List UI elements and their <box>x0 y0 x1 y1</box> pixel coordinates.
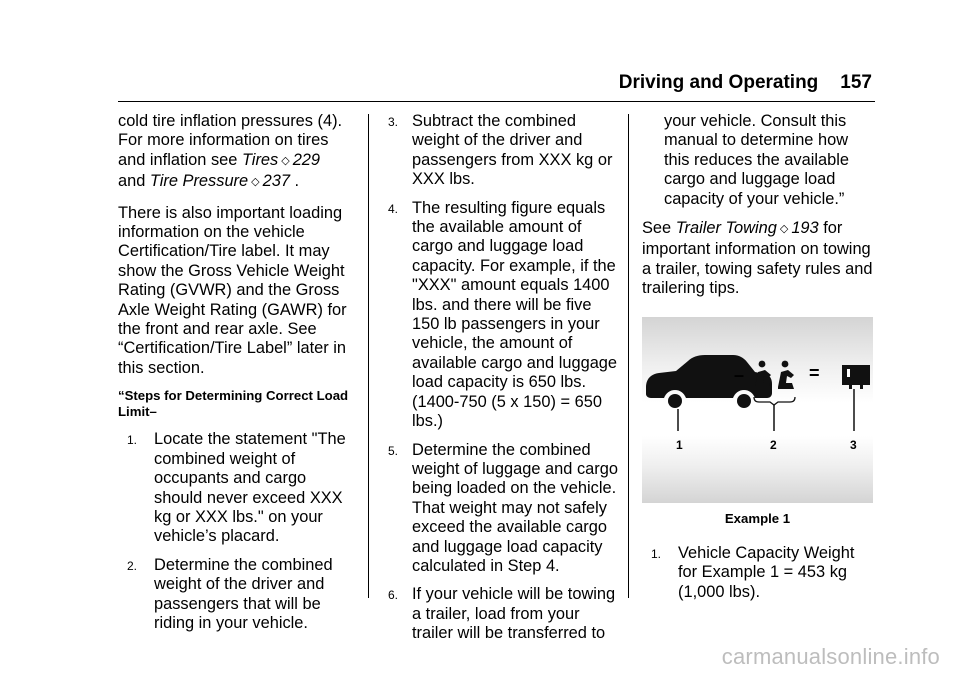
figure-caption: Example 1 <box>724 510 791 526</box>
column-divider <box>368 114 369 598</box>
paragraph-loading-info: There is also important loading information on the vehicle Certification/Tire label. It may show the Gross Vehicle Weight Rating (GVWR) and the Gross Axle Weight Rating (GAWR) for the front and rear axle. See “Certification/Tire Label” later in this section. <box>118 203 347 377</box>
steps-list-1 <box>118 430 358 633</box>
minus-sign: – <box>734 364 745 385</box>
list-item: 1. Vehicle Capacity Weight for Example 1 = 453 kg (1,000 lbs). <box>651 544 855 601</box>
watermark: carmanualsonline.info <box>721 644 940 669</box>
page-number: 157 <box>840 72 872 93</box>
subheading-steps: “Steps for Determining Correct Load Limit– <box>118 388 349 420</box>
paragraph-trailer: See Trailer Towing ◇ 193 for important information on towing a trailer, towing safety rules and trailering tips. <box>642 219 873 298</box>
list-item: 1. Locate the statement "The combined weight of occupants and cargo should never exceed XXX kg or XXX lbs." on your vehicle’s placard. <box>127 430 346 546</box>
arrow-icon: ◇ <box>251 176 260 189</box>
cargo-icon <box>842 365 870 389</box>
list-item: 3. Subtract the combined weight of the driver and passengers from XXX kg or XXX lbs. <box>388 112 613 189</box>
xref-tire-pressure[interactable]: Tire Pressure <box>149 172 249 191</box>
passenger-bracket <box>754 397 795 405</box>
paragraph-continued: your vehicle. Consult this manual to determine how this reduces the available cargo and luggage load capacity of your vehicle.” <box>664 112 849 208</box>
header-rule <box>118 101 875 102</box>
arrow-icon: ◇ <box>281 154 290 167</box>
figure-label-2: 2 <box>770 437 777 452</box>
car-icon <box>646 355 772 408</box>
column-3 <box>642 112 878 611</box>
list-item: 4. The resulting figure equals the available amount of cargo and luggage load capacity. For example, if the "XXX" amount equals 1400 lbs. and there will be five 150 lb passengers in your vehicle, the amount of available cargo and luggage load capacity is 650 lbs. (1400-750 (5 x 150) = 650 lbs.) <box>388 198 618 431</box>
column-1 <box>118 112 358 642</box>
column-2 <box>388 112 620 653</box>
load-example-figure <box>642 317 873 503</box>
xref-trailer-towing[interactable]: Trailer Towing <box>675 219 777 238</box>
paragraph-tires: cold tire inflation pressures (4). For more information on tires and inflation see Tires ◇ 229 and Tire Pressure ◇ 237 . <box>118 112 343 191</box>
load-diagram <box>642 317 873 503</box>
figure-label-3: 3 <box>850 437 857 452</box>
list-item: 2. Determine the combined weight of the driver and passengers that will be riding in your vehicle. <box>127 555 333 632</box>
passenger-icon <box>755 360 794 388</box>
column-divider <box>628 114 629 598</box>
equals-sign: = <box>809 362 820 383</box>
page-header <box>619 72 872 94</box>
steps-list-2 <box>388 112 620 644</box>
xref-trailer-towing-page[interactable]: 193 <box>791 219 819 238</box>
steps-list-3 <box>642 544 878 602</box>
list-item: 6. If your vehicle will be towing a trailer, load from your trailer will be transferred to <box>388 585 616 643</box>
figure-label-1: 1 <box>676 437 683 452</box>
xref-tires[interactable]: Tires <box>241 150 279 169</box>
arrow-icon: ◇ <box>779 223 789 236</box>
section-title: Driving and Operating <box>618 72 819 93</box>
list-item: 5. Determine the combined weight of luggage and cargo being loaded on the vehicle. That weight may not safely exceed the available cargo and luggage load capacity calculated in Step 4. <box>388 440 618 575</box>
xref-tires-page[interactable]: 229 <box>292 150 321 169</box>
xref-tire-pressure-page[interactable]: 237 <box>262 172 290 191</box>
